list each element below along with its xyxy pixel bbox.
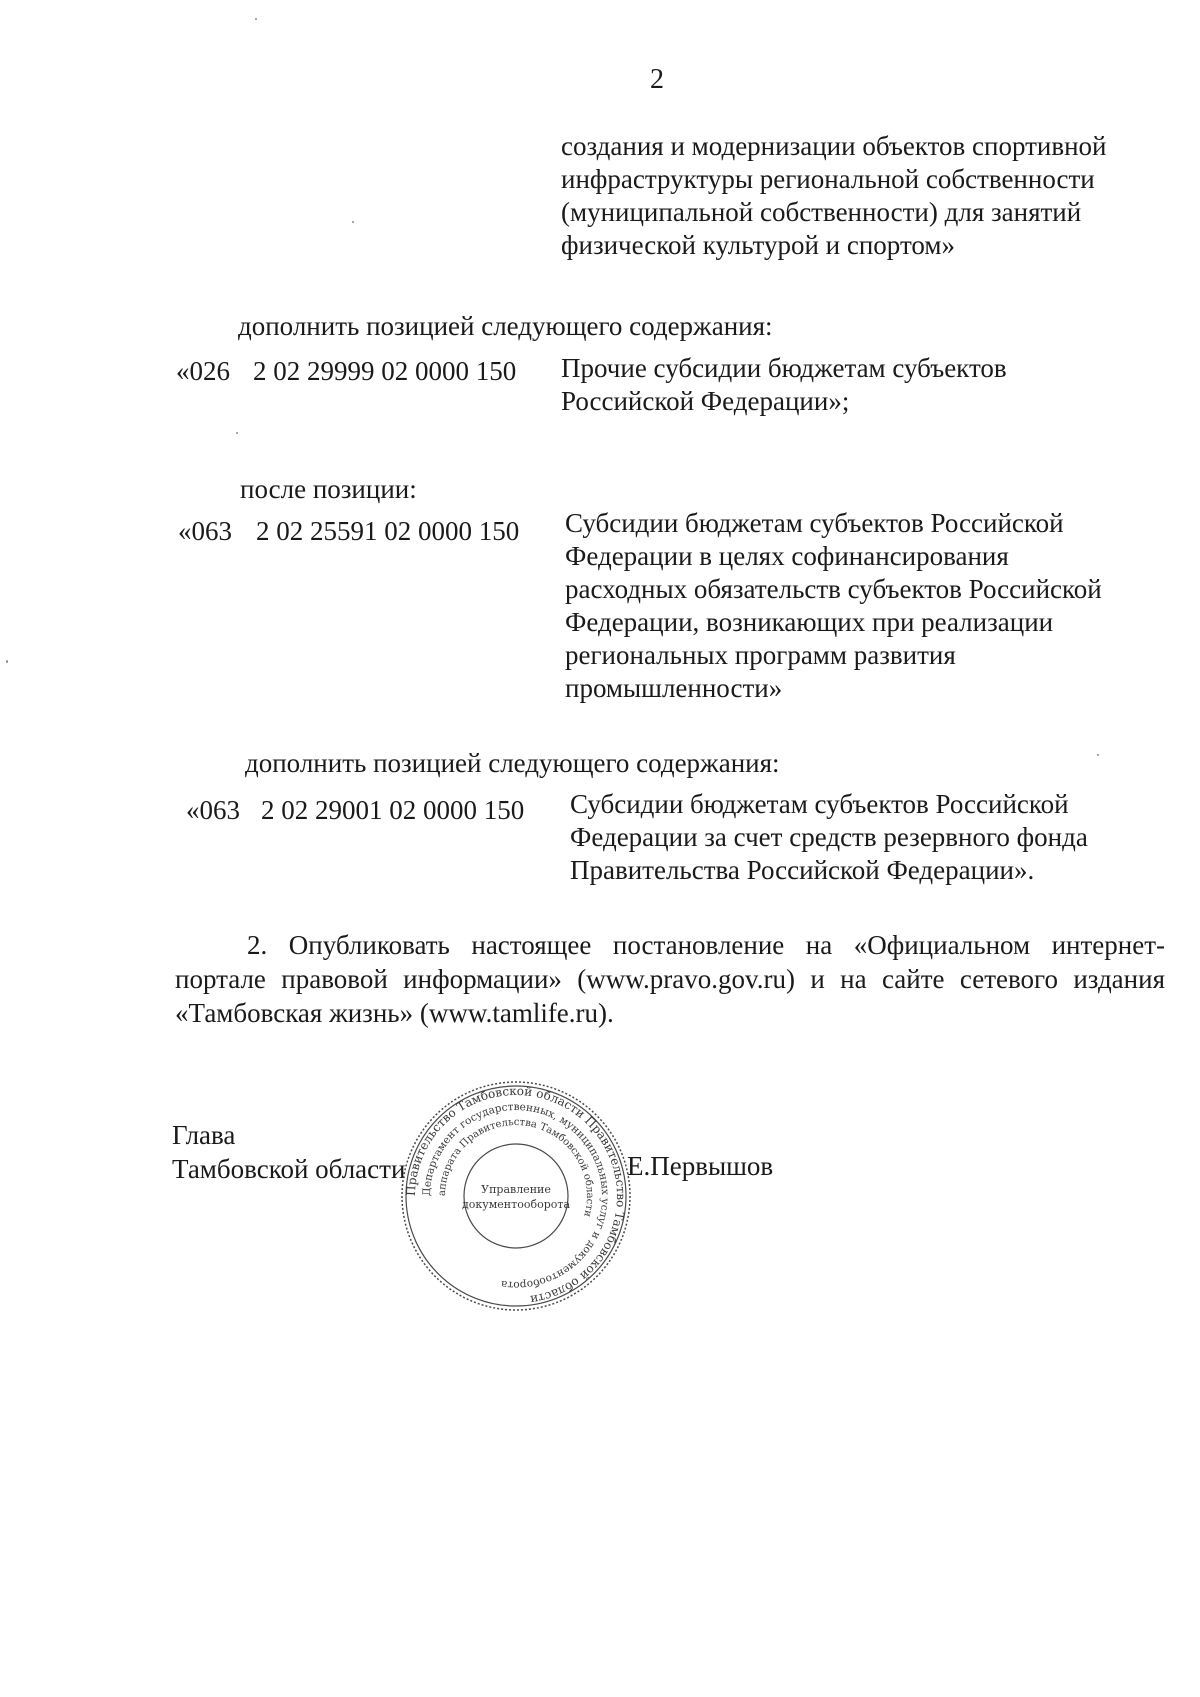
continued-description bbox=[561, 130, 1107, 262]
code-description-line: региональных программ развития bbox=[565, 640, 956, 670]
code-description-line: Федерации в целях софинансирования bbox=[565, 541, 1009, 571]
seal-inner-text: аппарата Правительства Тамбовской области bbox=[436, 1116, 596, 1219]
scan-speck bbox=[1097, 754, 1099, 756]
scan-speck bbox=[352, 221, 354, 223]
budget-classification-code: 2 02 29001 02 0000 150 bbox=[261, 795, 525, 825]
paragraph-line: портале правовой информации» (www.pravo.gov.ru) и на сайте сетевого издания bbox=[175, 964, 1165, 994]
scan-speck bbox=[6, 660, 8, 663]
code-description-line: Российской Федерации»; bbox=[561, 386, 850, 416]
code-description-line: Федерации, возникающих при реализации bbox=[565, 607, 1054, 637]
amendment-instruction: дополнить позицией следующего содержания: bbox=[245, 748, 780, 778]
code-description bbox=[570, 788, 1088, 887]
scan-speck bbox=[255, 18, 257, 20]
seal-center-line: Управление bbox=[481, 1183, 551, 1196]
signatory-name: Е.Первышов bbox=[627, 1151, 774, 1181]
code-description bbox=[561, 352, 1007, 418]
code-description-line: промышленности» bbox=[565, 673, 783, 703]
continued-description-line: (муниципальной собственности) для занятий bbox=[561, 197, 1082, 227]
code-description-line: Прочие субсидии бюджетам субъектов bbox=[561, 353, 1007, 383]
continued-description-line: физической культурой и спортом» bbox=[561, 230, 955, 260]
amendment-instruction: дополнить позицией следующего содержания: bbox=[238, 311, 773, 341]
code-description-line: Субсидии бюджетам субъектов Российской bbox=[570, 789, 1069, 819]
code-description-line: расходных обязательств субъектов Российской bbox=[565, 574, 1102, 604]
seal-middle-text: Департамент государственных, муниципальных услуг и документооборота bbox=[420, 1100, 612, 1292]
continued-description-line: создания и модернизации объектов спортивной bbox=[561, 131, 1107, 161]
paragraph-line: 2. Опубликовать настоящее постановление на «Официальном интернет- bbox=[247, 930, 1165, 960]
signatory-title bbox=[172, 1118, 405, 1186]
seal-graphic bbox=[398, 1078, 634, 1314]
seal-center-line: документооборота bbox=[461, 1198, 571, 1211]
code-description-line: Субсидии бюджетам субъектов Российской bbox=[565, 508, 1064, 538]
seal-outer-text: Правительство Тамбовской области Правительство Тамбовской области bbox=[403, 1083, 629, 1307]
admin-code: «063 bbox=[186, 795, 240, 825]
signatory-title-line: Тамбовской области bbox=[172, 1154, 406, 1184]
publication-paragraph bbox=[175, 928, 1165, 1030]
admin-code: «063 bbox=[178, 516, 232, 546]
code-description-line: Федерации за счет средств резервного фонда bbox=[570, 822, 1088, 852]
budget-classification-code: 2 02 29999 02 0000 150 bbox=[253, 356, 517, 386]
amendment-instruction: после позиции: bbox=[240, 474, 417, 504]
signatory-title-line: Глава bbox=[172, 1120, 236, 1150]
scan-speck bbox=[236, 432, 238, 434]
page-number: 2 bbox=[650, 64, 664, 95]
continued-description-line: инфраструктуры региональной собственности bbox=[561, 164, 1095, 194]
code-description-line: Правительства Российской Федерации». bbox=[570, 855, 1035, 885]
admin-code: «026 bbox=[176, 356, 230, 386]
budget-classification-code: 2 02 25591 02 0000 150 bbox=[256, 516, 520, 546]
code-description bbox=[565, 507, 1102, 705]
paragraph-line: «Тамбовская жизнь» (www.tamlife.ru). bbox=[175, 998, 614, 1028]
official-seal bbox=[398, 1078, 634, 1314]
